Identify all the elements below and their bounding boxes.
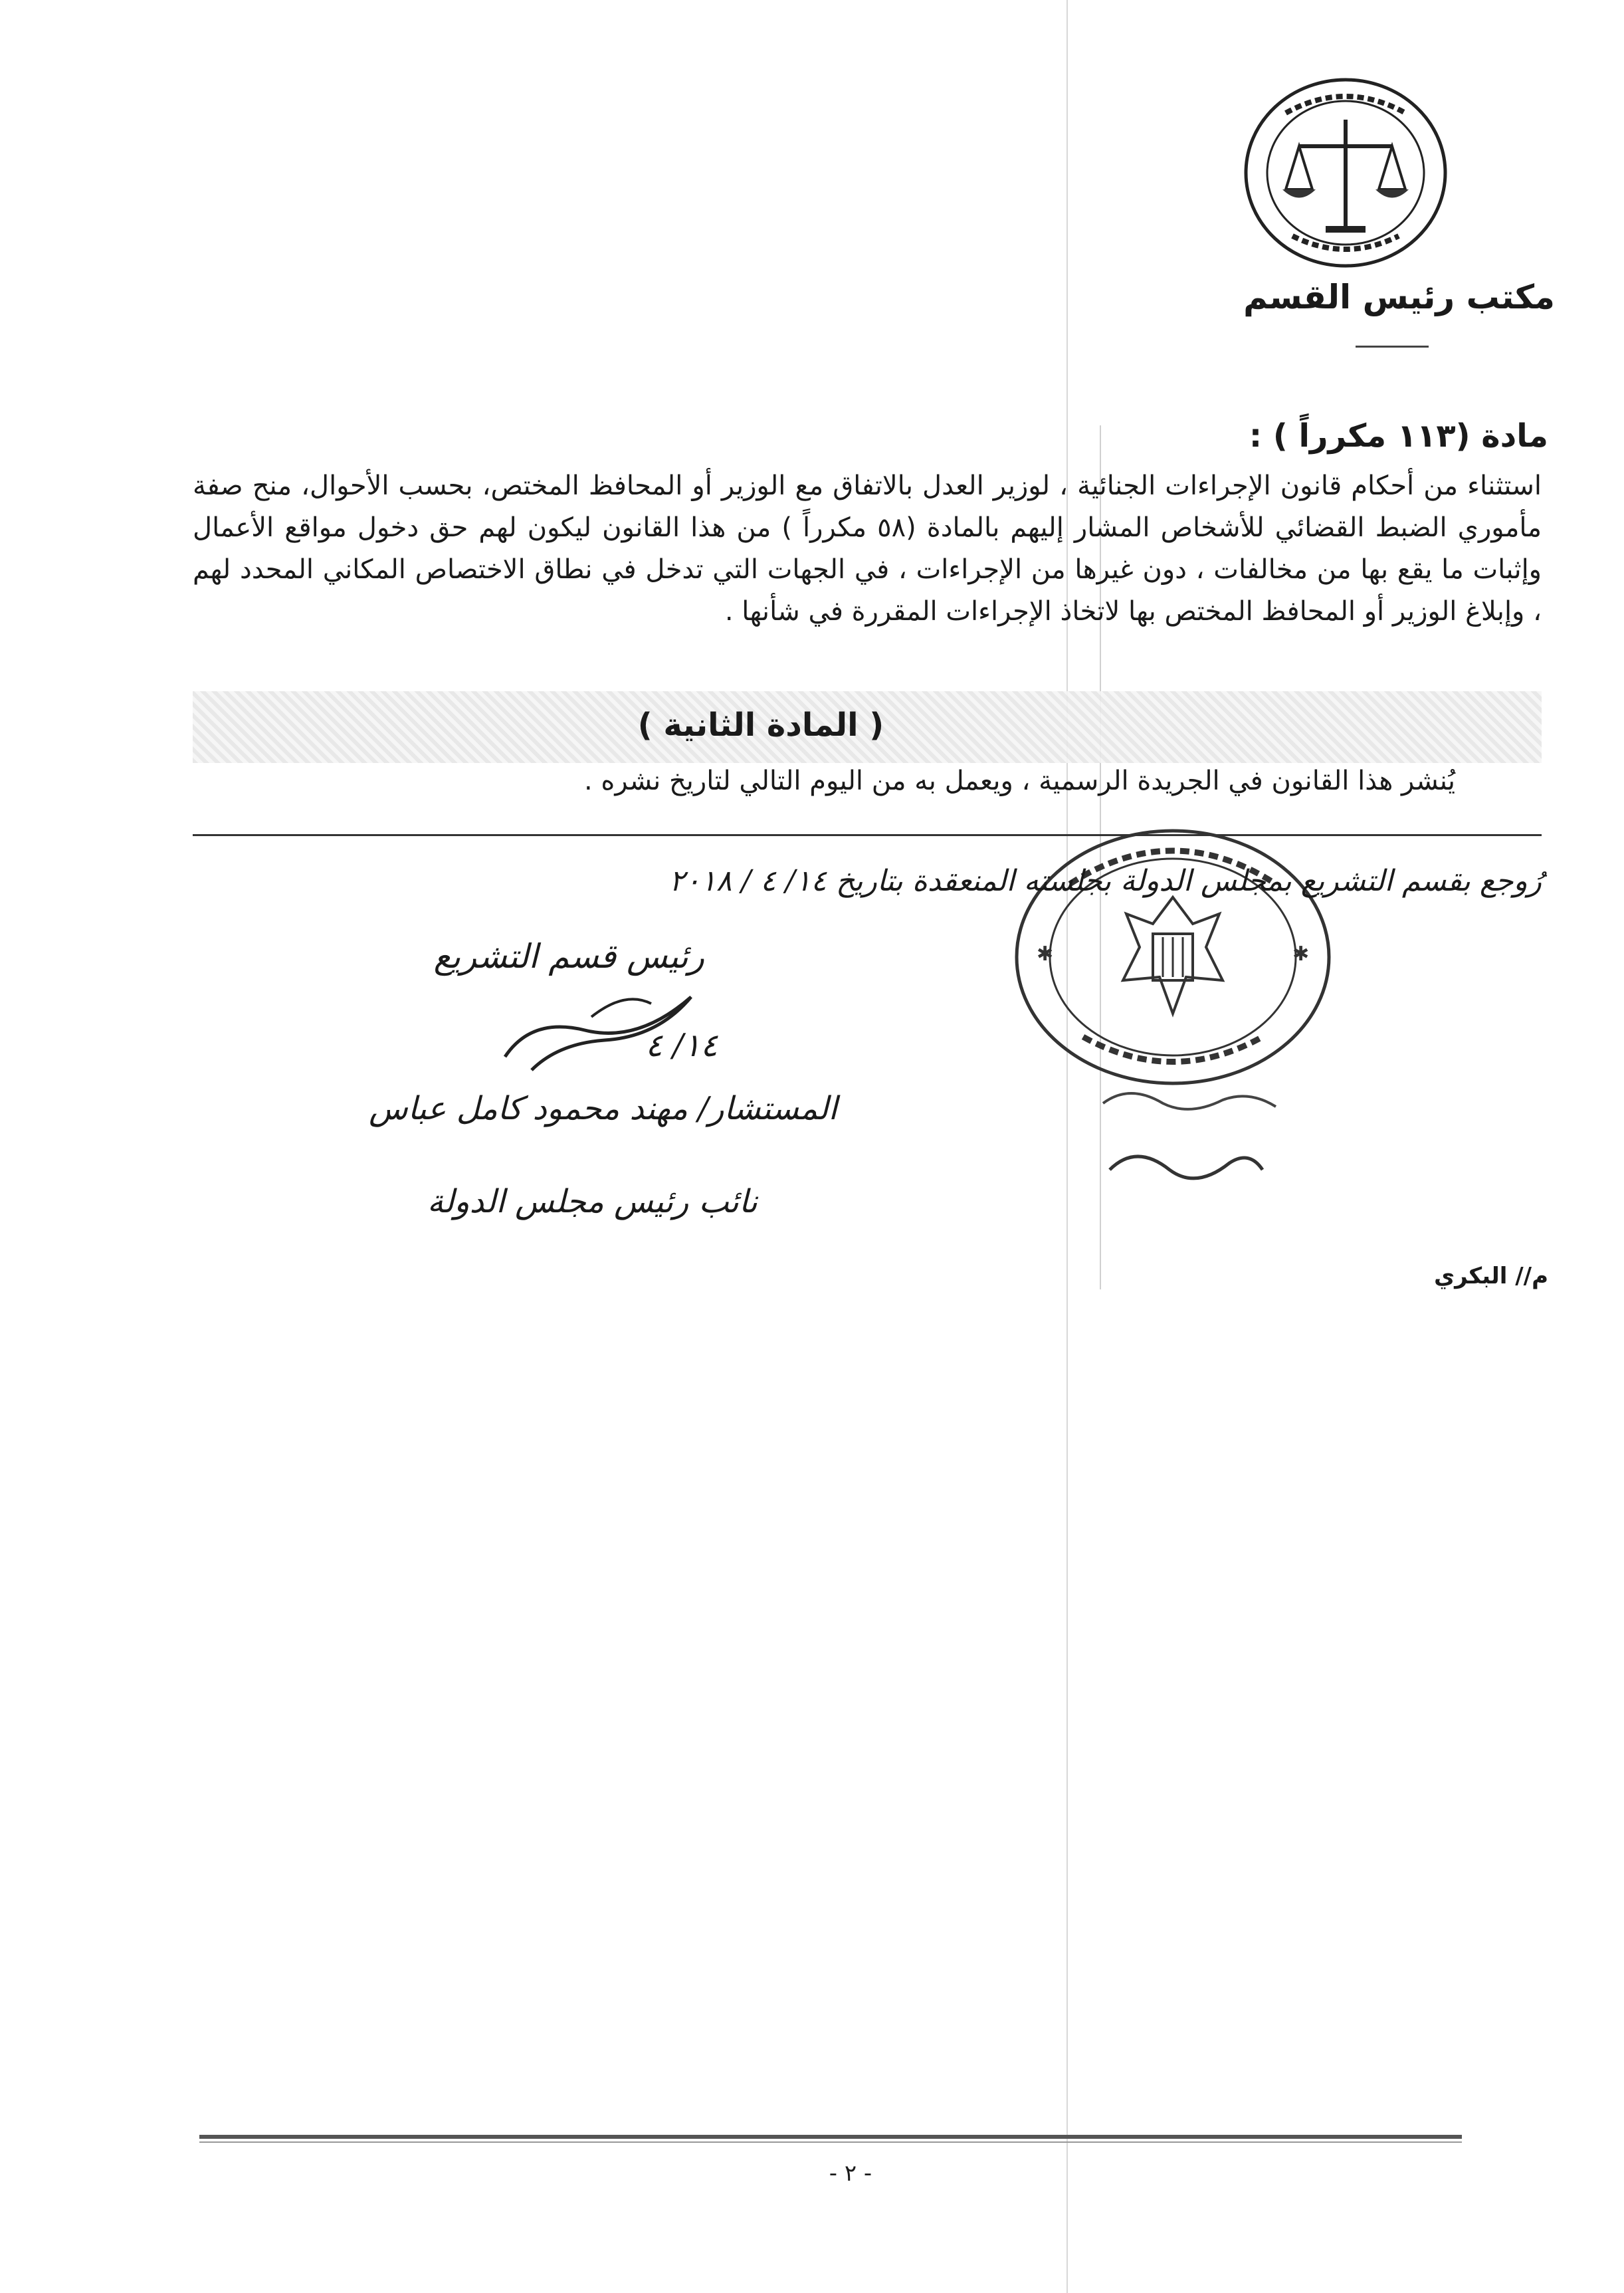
typist-initials: م// البكري bbox=[1434, 1263, 1548, 1289]
signature-date: ١٤/ ٤ bbox=[645, 1027, 718, 1064]
second-article-heading: ( المادة الثانية ) bbox=[637, 707, 884, 744]
footer-line-thin bbox=[199, 2141, 1462, 2143]
legislation-head-title: رئيس قسم التشريع bbox=[433, 937, 704, 976]
office-title-underline bbox=[1356, 346, 1429, 348]
footer-line bbox=[199, 2135, 1462, 2139]
divider-line bbox=[193, 834, 1542, 836]
publication-text: يُنشر هذا القانون في الجريدة الرسمية ، ويعمل به من اليوم التالي لتاريخ نشره . bbox=[583, 766, 1455, 796]
article-heading: مادة (١١٣ مكرراً ) : bbox=[1249, 417, 1548, 455]
signer-title: نائب رئيس مجلس الدولة bbox=[427, 1183, 758, 1220]
review-statement: رُوجع بقسم التشريع بمجلس الدولة بجلسته المنعقدة بتاريخ ١٤/ ٤ / ٢٠١٨ bbox=[668, 864, 1542, 898]
svg-text:✱: ✱ bbox=[1037, 942, 1054, 966]
justice-seal-logo bbox=[1239, 73, 1452, 273]
article-body: استثناء من أحكام قانون الإجراءات الجنائية ، لوزير العدل بالاتفاق مع الوزير أو المحافظ المختص، بحسب الأحوال، منح صفة مأموري الضبط القضائي للأشخاص المشار إليهم بالمادة (٥٨ مكرراً ) من هذا القانون ليكون لهم حق دخول مواقع الأعمال وإثبات ما يقع بها من مخالفات ، دون غيرها من الإجراءات ، في الجهات التي تدخل في نطاق الاختصاص المكاني المحدد لهم ، وإبلاغ الوزير أو المحافظ المختص بها لاتخاذ الإجراءات المقررة في شأنها . bbox=[193, 471, 1542, 627]
page-fold-line bbox=[1066, 0, 1068, 2293]
handwritten-marks bbox=[1090, 1077, 1289, 1203]
office-title: مكتب رئيس القسم bbox=[1243, 278, 1555, 316]
page-number: - ٢ - bbox=[829, 2160, 872, 2187]
signer-name: المستشار/ مهند محمود كامل عباس bbox=[369, 1090, 837, 1127]
svg-text:✱: ✱ bbox=[1292, 942, 1310, 966]
